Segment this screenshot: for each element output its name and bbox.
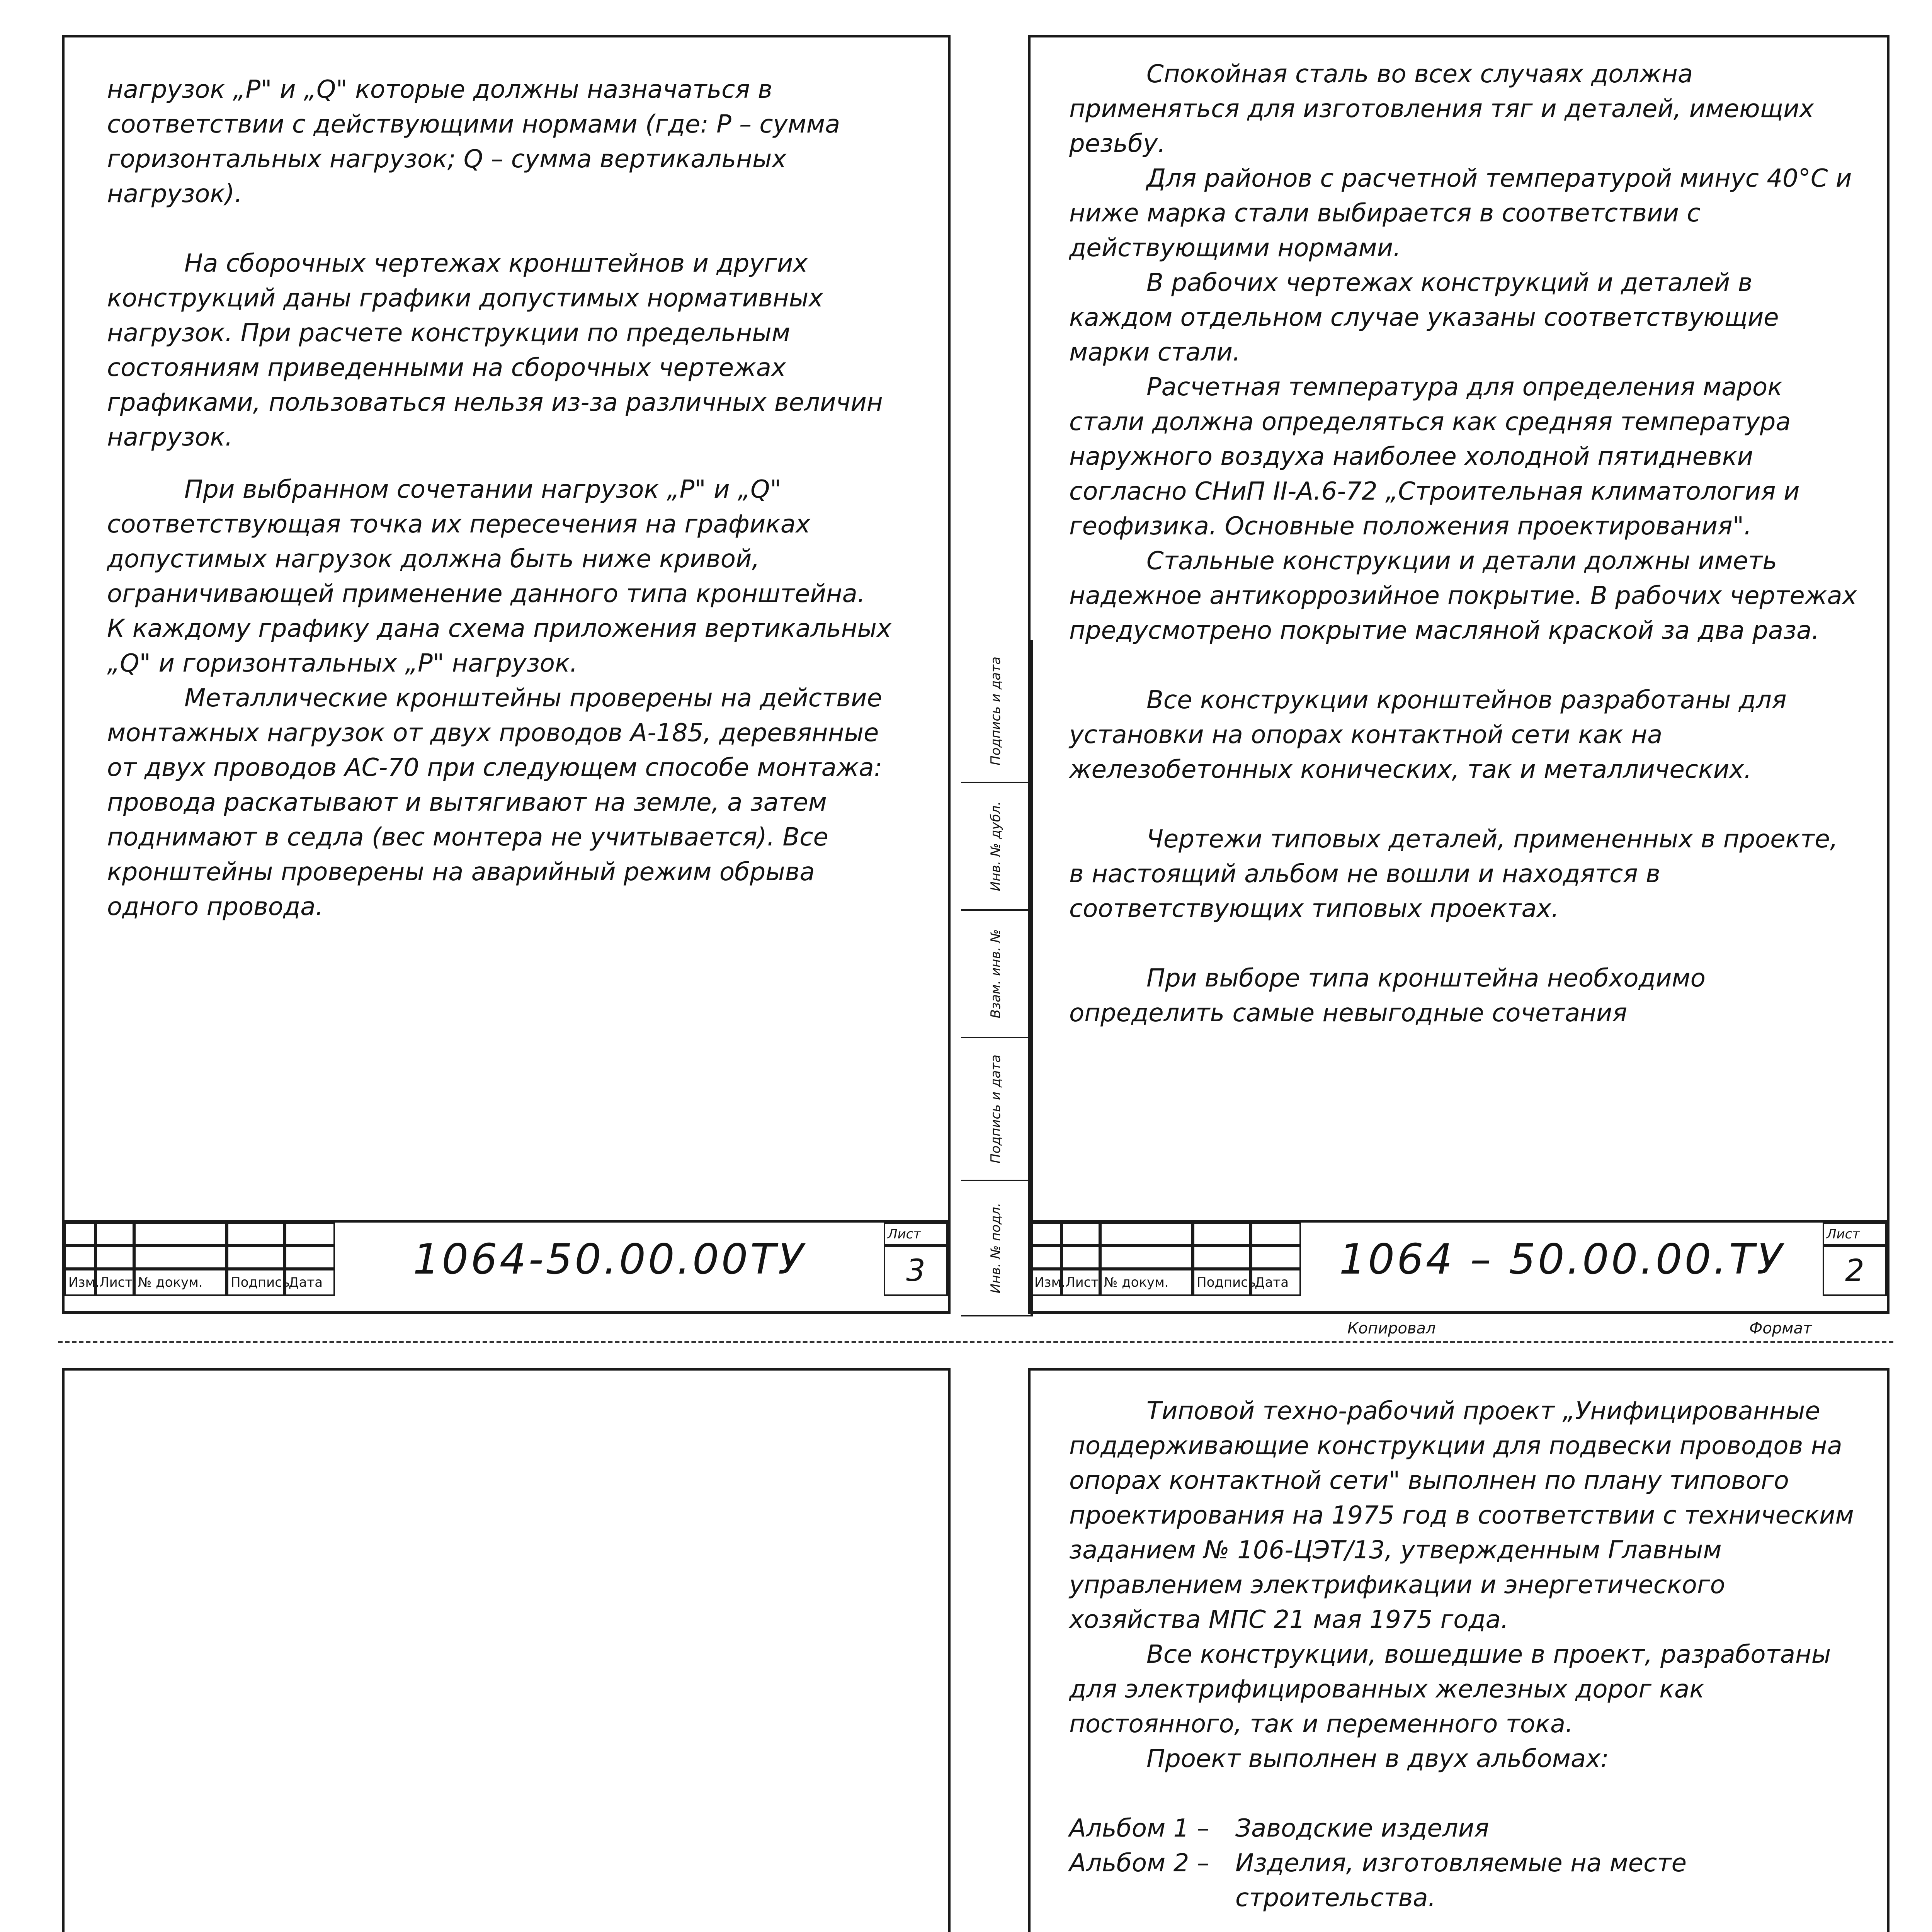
album-item bbox=[1069, 1846, 1857, 1915]
album-text: Заводские изделия bbox=[1235, 1814, 1489, 1843]
side-label: Подпись и дата bbox=[988, 656, 1003, 765]
side-label: Инв. № подл. bbox=[988, 1202, 1003, 1294]
stamp-header: Изм. bbox=[1031, 1269, 1061, 1296]
stamp-header: № докум. bbox=[134, 1269, 227, 1296]
copied-by: Копировал bbox=[1347, 1320, 1436, 1337]
paragraph: Все конструкции кронштейнов разработаны для установки на опорах контактной сети как на железобетонных конических, так и металлических. bbox=[1069, 686, 1787, 784]
page-blank bbox=[62, 1368, 951, 1932]
stamp-header: Лист bbox=[95, 1269, 134, 1296]
sheet-label: Лист bbox=[884, 1223, 948, 1246]
sheet-number: 2 bbox=[1823, 1246, 1887, 1296]
paragraph: Все конструкции, вошедшие в проект, разработаны для электрифицированных железных дорог как постоянного, так и переменного тока. bbox=[1069, 1640, 1831, 1738]
stamp-header: № докум. bbox=[1100, 1269, 1193, 1296]
page-4 bbox=[1028, 1368, 1889, 1932]
page-4-text bbox=[1069, 1394, 1857, 1932]
paragraph: Типовой техно-рабочий проект „Унифицированные поддерживающие конструкции для подвески проводов на опорах контактной сети" выполнен по плану типового проектирования на 1975 год в соответствии с техническим заданием № 106-ЦЭТ/13, утвержденным Главным управлением электрификации и энергетического хозяйства МПС 21 мая 1975 года. bbox=[1069, 1397, 1854, 1634]
album-item bbox=[1069, 1811, 1857, 1846]
paragraph: Спокойная сталь во всех случаях должна применяться для изготовления тяг и деталей, имеющих резьбу. bbox=[1069, 60, 1814, 158]
page-3-text bbox=[107, 72, 907, 924]
paragraph: Чертежи типовых деталей, примененных в проекте, в настоящий альбом не вошли и находятся в соответствующих типовых проектах. bbox=[1069, 825, 1838, 923]
format-label: Формат bbox=[1749, 1320, 1812, 1337]
side-label: Подпись и дата bbox=[988, 1054, 1003, 1163]
paragraph: Стальные конструкции и детали должны иметь надежное антикоррозийное покрытие. В рабочих чертежах предусмотрено покрытие масляной краской за два раза. bbox=[1069, 547, 1857, 645]
side-strip bbox=[961, 640, 1033, 1316]
paragraph: При выбранном сочетании нагрузок „Р" и „Q" соответствующая точка их пересечения на графиках допустимых нагрузок должна быть ниже кривой, ограничивающей применение данного типа кронштейна. bbox=[107, 475, 866, 608]
paragraph: Для районов с расчетной температурой минус 40°С и ниже марка стали выбирается в соответствии с действующими нормами. bbox=[1069, 164, 1852, 262]
album-label: Альбом 2 – bbox=[1069, 1849, 1209, 1878]
title-block bbox=[1031, 1220, 1887, 1314]
paragraph: Проект выполнен в двух альбомах: bbox=[1146, 1745, 1609, 1773]
page-2 bbox=[988, 35, 1889, 1337]
paragraph: На сборочных чертежах кронштейнов и других конструкций даны графики допустимых нормативных нагрузок. При расчете конструкции по предельным состояниям приведенными на сборочных чертежах графиками, пользоваться нельзя из-за различных величин нагрузок. bbox=[107, 249, 883, 452]
stamp-header: Изм. bbox=[65, 1269, 95, 1296]
stamp-header: Подпись bbox=[1193, 1269, 1251, 1296]
album-text: Изделия, изготовляемые на месте строительства. bbox=[1235, 1849, 1687, 1912]
paragraph: При выборе типа кронштейна необходимо определить самые невыгодные сочетания bbox=[1069, 964, 1706, 1027]
doc-code: 1064 – 50.00.00.ТУ bbox=[1339, 1235, 1785, 1284]
side-label: Взам. инв. № bbox=[988, 929, 1003, 1019]
sheet-number: 3 bbox=[884, 1246, 948, 1296]
title-block bbox=[65, 1220, 948, 1314]
side-label: Инв. № дубл. bbox=[988, 801, 1003, 891]
paragraph: нагрузок „Р" и „Q" которые должны назначаться в соответствии с действующими нормами (где: Р – сумма горизонтальных нагрузок; Q – сумма вертикальных нагрузок). bbox=[107, 75, 840, 208]
stamp-header: Подпись bbox=[227, 1269, 285, 1296]
paragraph: Расчетная температура для определения марок стали должна определяться как средняя температура наружного воздуха наиболее холодной пятидневки согласно СНиП II-А.6-72 „Строительная климатология и геофизика. Основные положения проектирования". bbox=[1069, 373, 1800, 541]
sheet-label: Лист bbox=[1823, 1223, 1887, 1246]
album-label: Альбом 1 – bbox=[1069, 1814, 1209, 1843]
paragraph: Металлические кронштейны проверены на действие монтажных нагрузок от двух проводов А-185, деревянные от двух проводов АС-70 при следующем способе монтажа: провода раскатывают и вытягивают на земле, а затем поднимают в седла (вес монтера не учитывается). Все кронштейны проверены на аварийный режим обрыва одного провода. bbox=[107, 684, 883, 921]
paragraph: В рабочих чертежах конструкций и деталей в каждом отдельном случае указаны соответствующие марки стали. bbox=[1069, 269, 1779, 367]
doc-code: 1064-50.00.00ТУ bbox=[413, 1235, 806, 1284]
stamp-header: Дата bbox=[1251, 1269, 1301, 1296]
paragraph: К каждому графику дана схема приложения вертикальных „Q" и горизонтальных „Р" нагрузок. bbox=[107, 614, 891, 678]
separator bbox=[58, 1341, 1893, 1343]
page-2-text bbox=[1069, 57, 1857, 1031]
stamp-header: Дата bbox=[285, 1269, 335, 1296]
stamp-header: Лист bbox=[1061, 1269, 1100, 1296]
album-list bbox=[1069, 1811, 1857, 1915]
page-3 bbox=[62, 35, 951, 1314]
